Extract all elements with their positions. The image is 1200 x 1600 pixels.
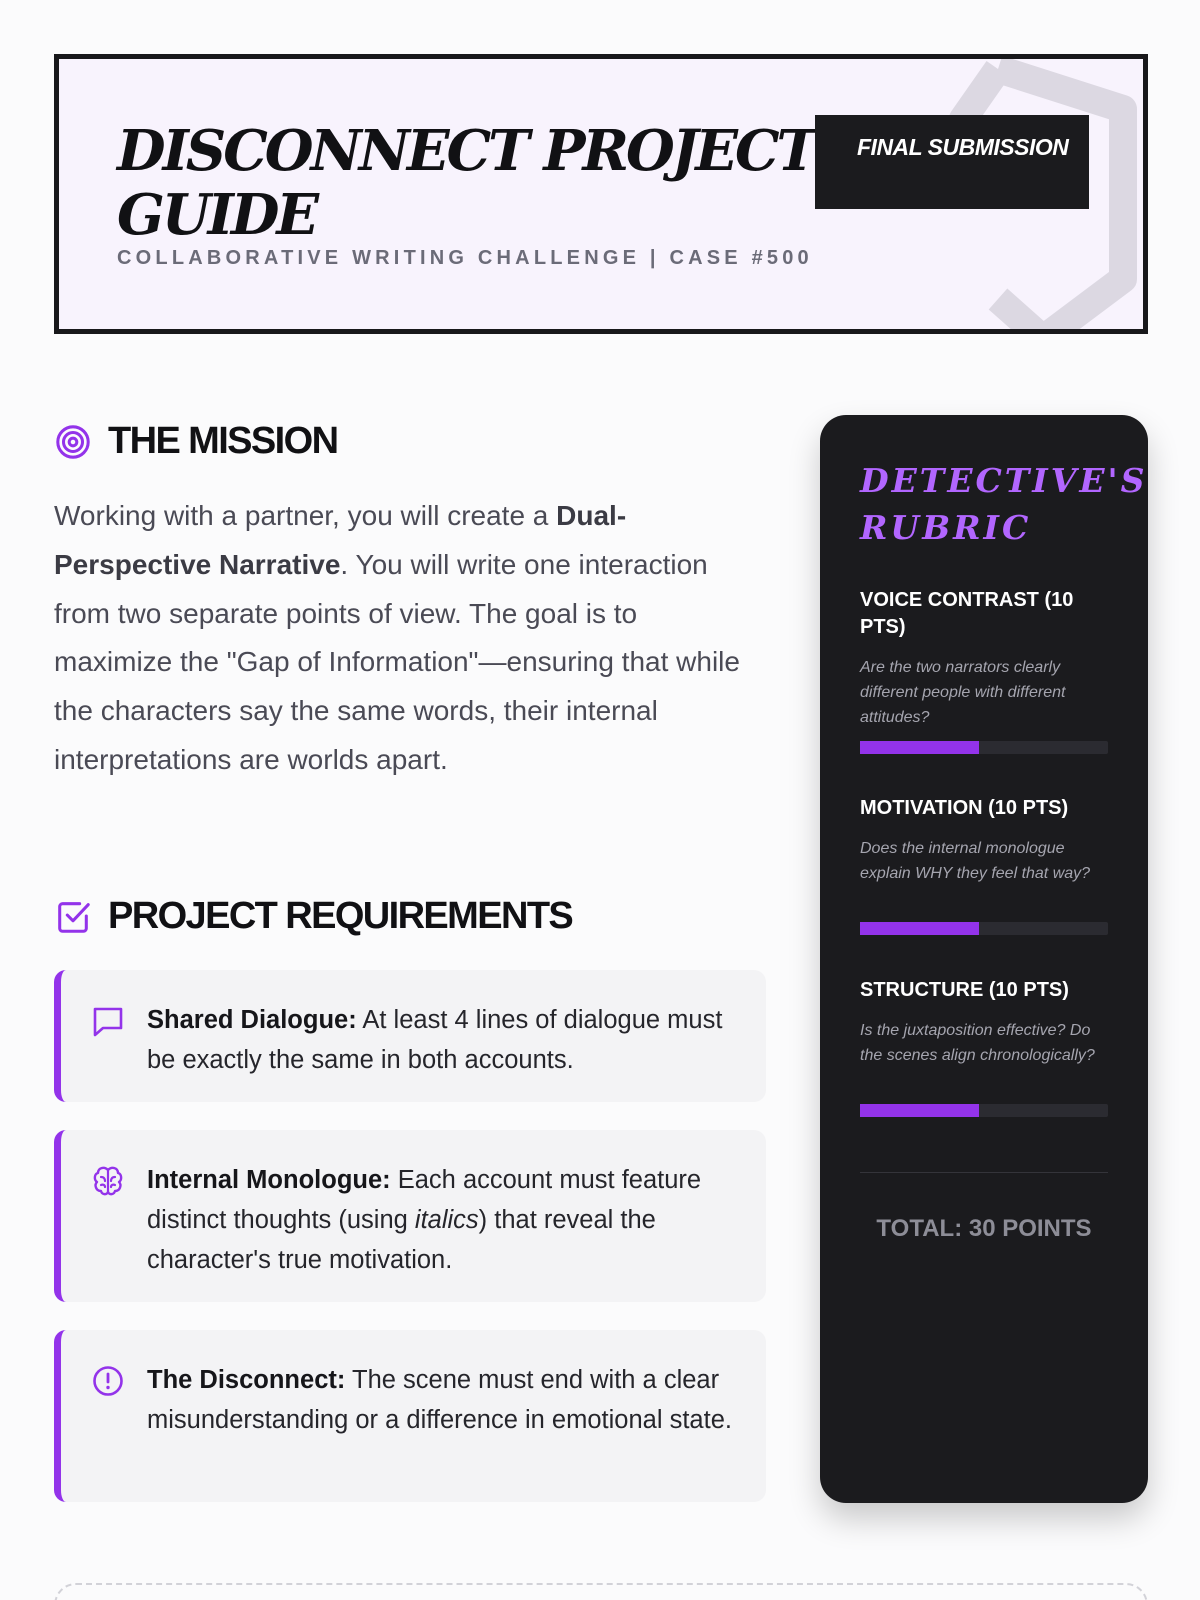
target-icon <box>54 423 92 461</box>
checkbox-icon <box>54 898 92 936</box>
requirement-text: Internal Monologue: Each account must feature distinct thoughts (using italics) that reveal the character's true motivation. <box>147 1166 702 1274</box>
criterion-progress-bar <box>860 741 1108 754</box>
criterion-name: STRUCTURE (10 PTS) <box>860 979 1069 1001</box>
criterion-name: VOICE CONTRAST (10 PTS) <box>860 589 1074 638</box>
dashed-note-box <box>54 1583 1148 1600</box>
criterion-progress-bar <box>860 1104 1108 1117</box>
alert-circle-icon <box>91 1364 125 1398</box>
rubric-total: TOTAL: 30 POINTS <box>876 1215 1092 1242</box>
rubric-criterion-voice-contrast <box>860 587 1110 730</box>
rubric-title: DETECTIVE'S RUBRIC <box>860 461 1148 547</box>
mission-description: Working with a partner, you will create a Dual-Perspective Narrative. You will write one interaction from two separate points of view. The goal is to maximize the "Gap of Information"—ensuring that while the characters say the same words, their internal interpretations are worlds apart. <box>54 500 740 775</box>
criterion-name: MOTIVATION (10 PTS) <box>860 797 1069 819</box>
page-subtitle: COLLABORATIVE WRITING CHALLENGE | CASE #500 <box>117 247 813 269</box>
requirement-card-internal-monologue <box>54 1130 766 1302</box>
page-title: DISCONNECT PROJECT GUIDE <box>117 118 816 248</box>
requirements-title: PROJECT REQUIREMENTS <box>108 895 573 937</box>
chat-bubble-icon <box>91 1004 125 1038</box>
rubric-divider <box>860 1172 1108 1173</box>
detectives-rubric-panel <box>820 415 1148 1503</box>
requirement-text: The Disconnect: The scene must end with a clear misunderstanding or a difference in emotional state. <box>147 1366 732 1434</box>
requirement-card-shared-dialogue <box>54 970 766 1102</box>
brain-icon <box>91 1164 125 1198</box>
rubric-criterion-motivation <box>860 795 1110 886</box>
criterion-progress-bar <box>860 922 1108 935</box>
criterion-progress-fill <box>860 741 979 754</box>
mission-title: THE MISSION <box>108 420 338 462</box>
requirement-card-the-disconnect <box>54 1330 766 1502</box>
criterion-description: Are the two narrators clearly different people with different attitudes? <box>860 659 1066 726</box>
requirement-text: Shared Dialogue: At least 4 lines of dialogue must be exactly the same in both accounts. <box>147 1006 723 1074</box>
mission-heading <box>54 420 337 463</box>
page-header <box>54 54 1148 334</box>
criterion-progress-fill <box>860 922 979 935</box>
final-submission-badge: FINAL SUBMISSION <box>815 115 1089 209</box>
criterion-description: Does the internal monologue explain WHY they feel that way? <box>860 840 1091 882</box>
criterion-progress-fill <box>860 1104 979 1117</box>
rubric-criterion-structure <box>860 977 1110 1068</box>
criterion-description: Is the juxtaposition effective? Do the scenes align chronologically? <box>860 1022 1095 1064</box>
requirements-heading <box>54 895 572 938</box>
